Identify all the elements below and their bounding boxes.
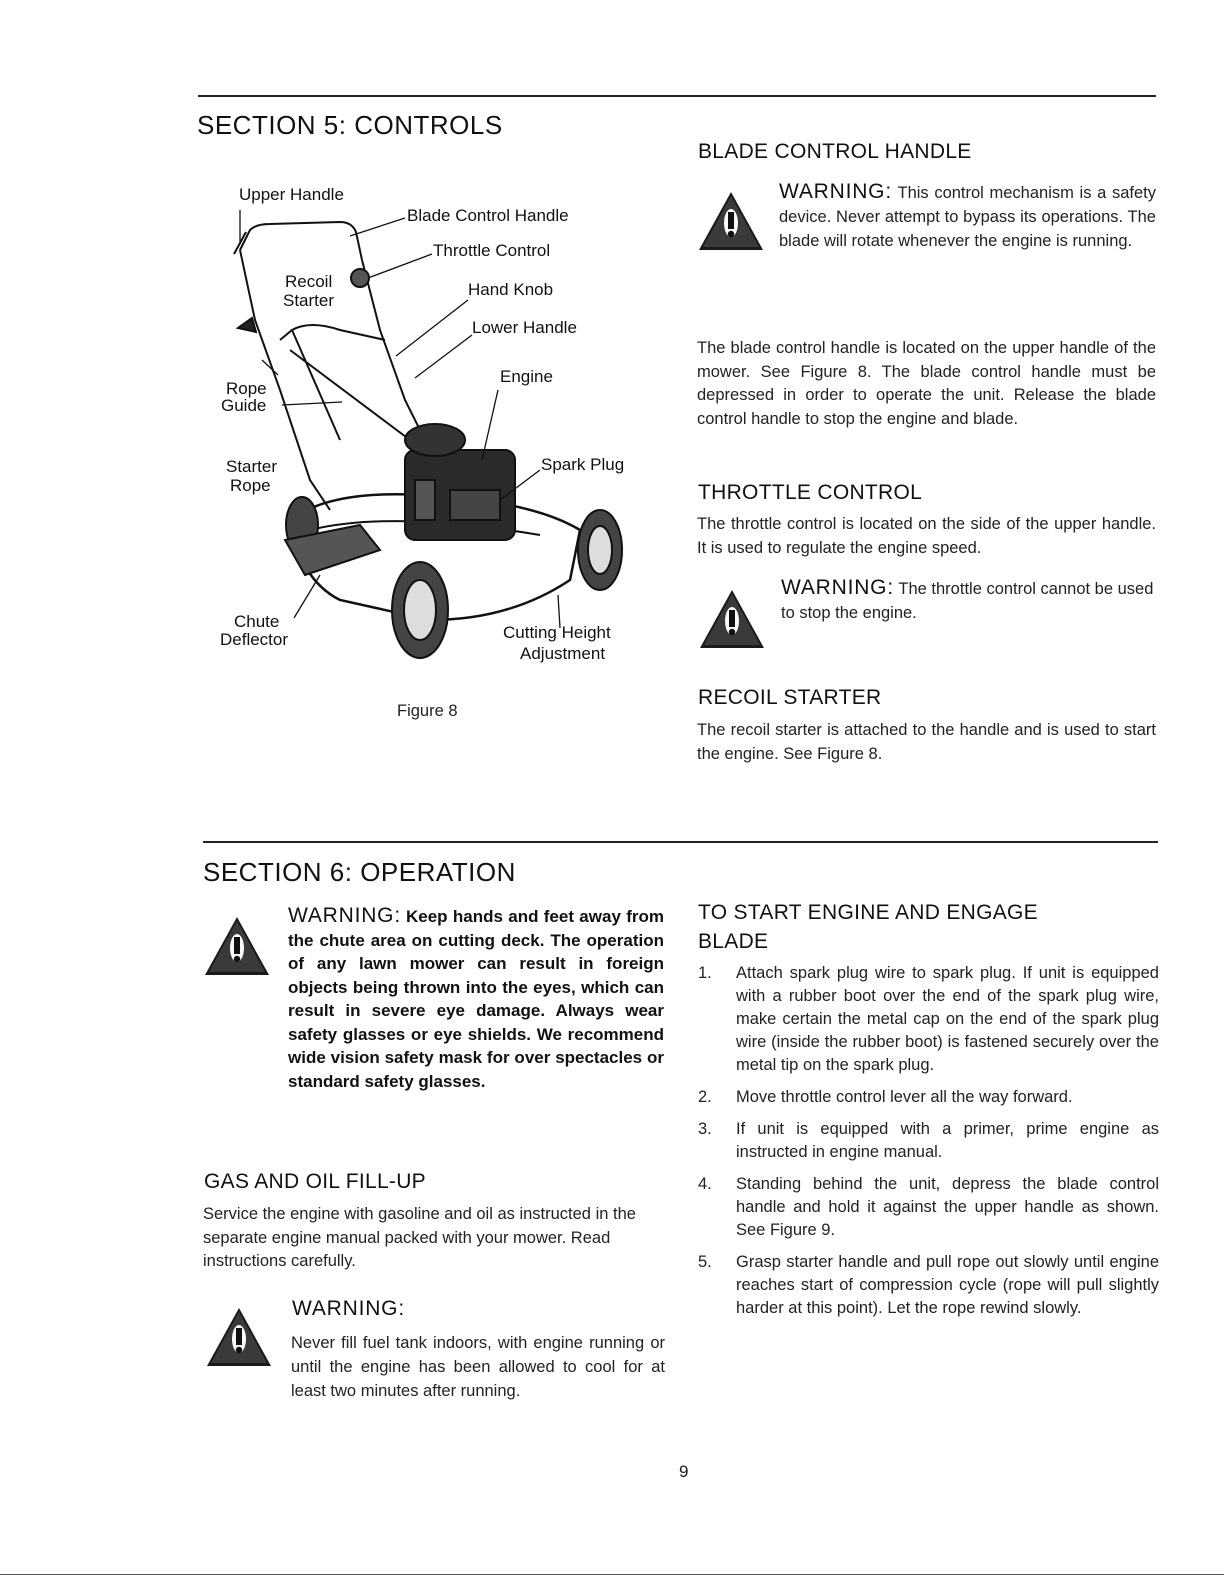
warning-icon: [205, 1306, 273, 1368]
start-steps: [698, 962, 1159, 1329]
fuel-warning-text: Never fill fuel tank indoors, with engine running or until the engine has been allowed to cool for at least two minutes after running.: [291, 1334, 665, 1400]
section5-title: SECTION 5: CONTROLS: [197, 110, 503, 140]
start-steps-list: [698, 962, 1159, 1320]
label-lower-handle: Lower Handle: [472, 318, 577, 337]
figure-8: [210, 180, 660, 680]
label-chute: Chute: [234, 612, 280, 631]
warning-heading: WARNING:: [781, 576, 894, 599]
throttle-warning: [781, 576, 1157, 625]
label-throttle-control: Throttle Control: [433, 241, 551, 260]
step-number: 5.: [698, 1253, 712, 1271]
recoil-starter-body: The recoil starter is attached to the handle and is used to start the engine. See Figure 8.: [697, 721, 1156, 763]
warning-text: Keep hands and feet away from the chute area on cutting deck. The operation of any lawn mower can result in foreign objects being thrown into the eyes, which can result in severe eye damage. Always wear safety glasses or eye shields. We recommend wide vision safety mask for over spectacles or standard safety glasses.: [288, 907, 664, 1091]
list-item: [698, 1251, 1159, 1320]
gas-oil-title: GAS AND OIL FILL-UP: [204, 1170, 426, 1193]
blade-control-warning: [779, 180, 1156, 253]
step-number: 1.: [698, 964, 712, 982]
list-item: [698, 1173, 1159, 1242]
step-number: 2.: [698, 1088, 712, 1106]
step-text: Attach spark plug wire to spark plug. If unit is equipped with a rubber boot over the end of the spark plug wire, make certain the metal cap on the end of the spark plug wire (inside the rubber boot) is fastened securely over the metal tip on the spark plug.: [736, 964, 1159, 1074]
label-upper-handle: Upper Handle: [239, 185, 344, 204]
blade-control-title: BLADE CONTROL HANDLE: [698, 140, 972, 163]
section6-top-rule: [203, 841, 1158, 843]
list-item: [698, 962, 1159, 1077]
label-guide: Guide: [221, 396, 267, 415]
warning-icon: [203, 915, 271, 977]
recoil-starter-title: RECOIL STARTER: [698, 686, 882, 709]
start-engine-title-line2: BLADE: [698, 930, 769, 953]
label-engine: Engine: [500, 367, 553, 386]
warning-icon: [698, 588, 766, 650]
label-spark-plug: Spark Plug: [541, 455, 625, 474]
label-adjustment: Adjustment: [520, 644, 606, 663]
step-text: Grasp starter handle and pull rope out slowly until engine reaches start of compression cycle (rope will pull slightly harder at this point). Let the rope rewind slowly.: [736, 1253, 1159, 1317]
throttle-control-body: The throttle control is located on the side of the upper handle. It is used to regulate the engine speed.: [697, 515, 1156, 557]
label-blade-control-handle: Blade Control Handle: [407, 206, 569, 225]
step-text: Standing behind the unit, depress the blade control handle and hold it against the upper handle as shown. See Figure 9.: [736, 1175, 1159, 1239]
label-hand-knob: Hand Knob: [468, 280, 554, 299]
operation-warning: [288, 904, 664, 1093]
bottom-rule: [0, 1574, 1224, 1575]
warning-heading: WARNING:: [779, 180, 892, 203]
label-cutting-height: Cutting Height: [503, 623, 611, 642]
label-starter: Starter: [283, 291, 335, 310]
blade-control-body: The blade control handle is located on the upper handle of the mower. See Figure 8. The blade control handle must be depressed in order to operate the unit. Release the blade control handle to stop the engine and blade.: [697, 339, 1156, 428]
label-deflector: Deflector: [220, 630, 289, 649]
step-text: If unit is equipped with a primer, prime engine as instructed in engine manual.: [736, 1120, 1159, 1161]
warning-icon: [697, 190, 765, 252]
figure-8-caption: Figure 8: [397, 702, 458, 720]
label-recoil: Recoil: [285, 272, 333, 291]
step-number: 4.: [698, 1175, 712, 1193]
page-number: 9: [679, 1462, 689, 1481]
warning-text: The throttle control cannot be used to stop the engine.: [781, 580, 1154, 622]
label-rope: Rope: [226, 379, 267, 398]
section6-title: SECTION 6: OPERATION: [203, 857, 516, 887]
warning-heading: WARNING:: [288, 904, 401, 927]
warning-text: This control mechanism is a safety device. Never attempt to bypass its operations. The blade will rotate whenever the engine is running.: [779, 184, 1156, 250]
throttle-control-title: THROTTLE CONTROL: [698, 481, 923, 504]
list-item: [698, 1118, 1159, 1164]
step-number: 3.: [698, 1120, 712, 1138]
step-text: Move throttle control lever all the way forward.: [736, 1088, 1073, 1106]
start-engine-title-line1: TO START ENGINE AND ENGAGE: [698, 901, 1038, 924]
section5-top-rule: [198, 95, 1156, 97]
fuel-warning-heading: WARNING:: [292, 1297, 405, 1320]
label-starter-rope-1: Starter: [226, 457, 278, 476]
gas-oil-body: Service the engine with gasoline and oil as instructed in the separate engine manual packed with your mower. Read instructions carefully.: [203, 1205, 636, 1270]
label-starter-rope-2: Rope: [230, 476, 271, 495]
list-item: [698, 1086, 1159, 1109]
